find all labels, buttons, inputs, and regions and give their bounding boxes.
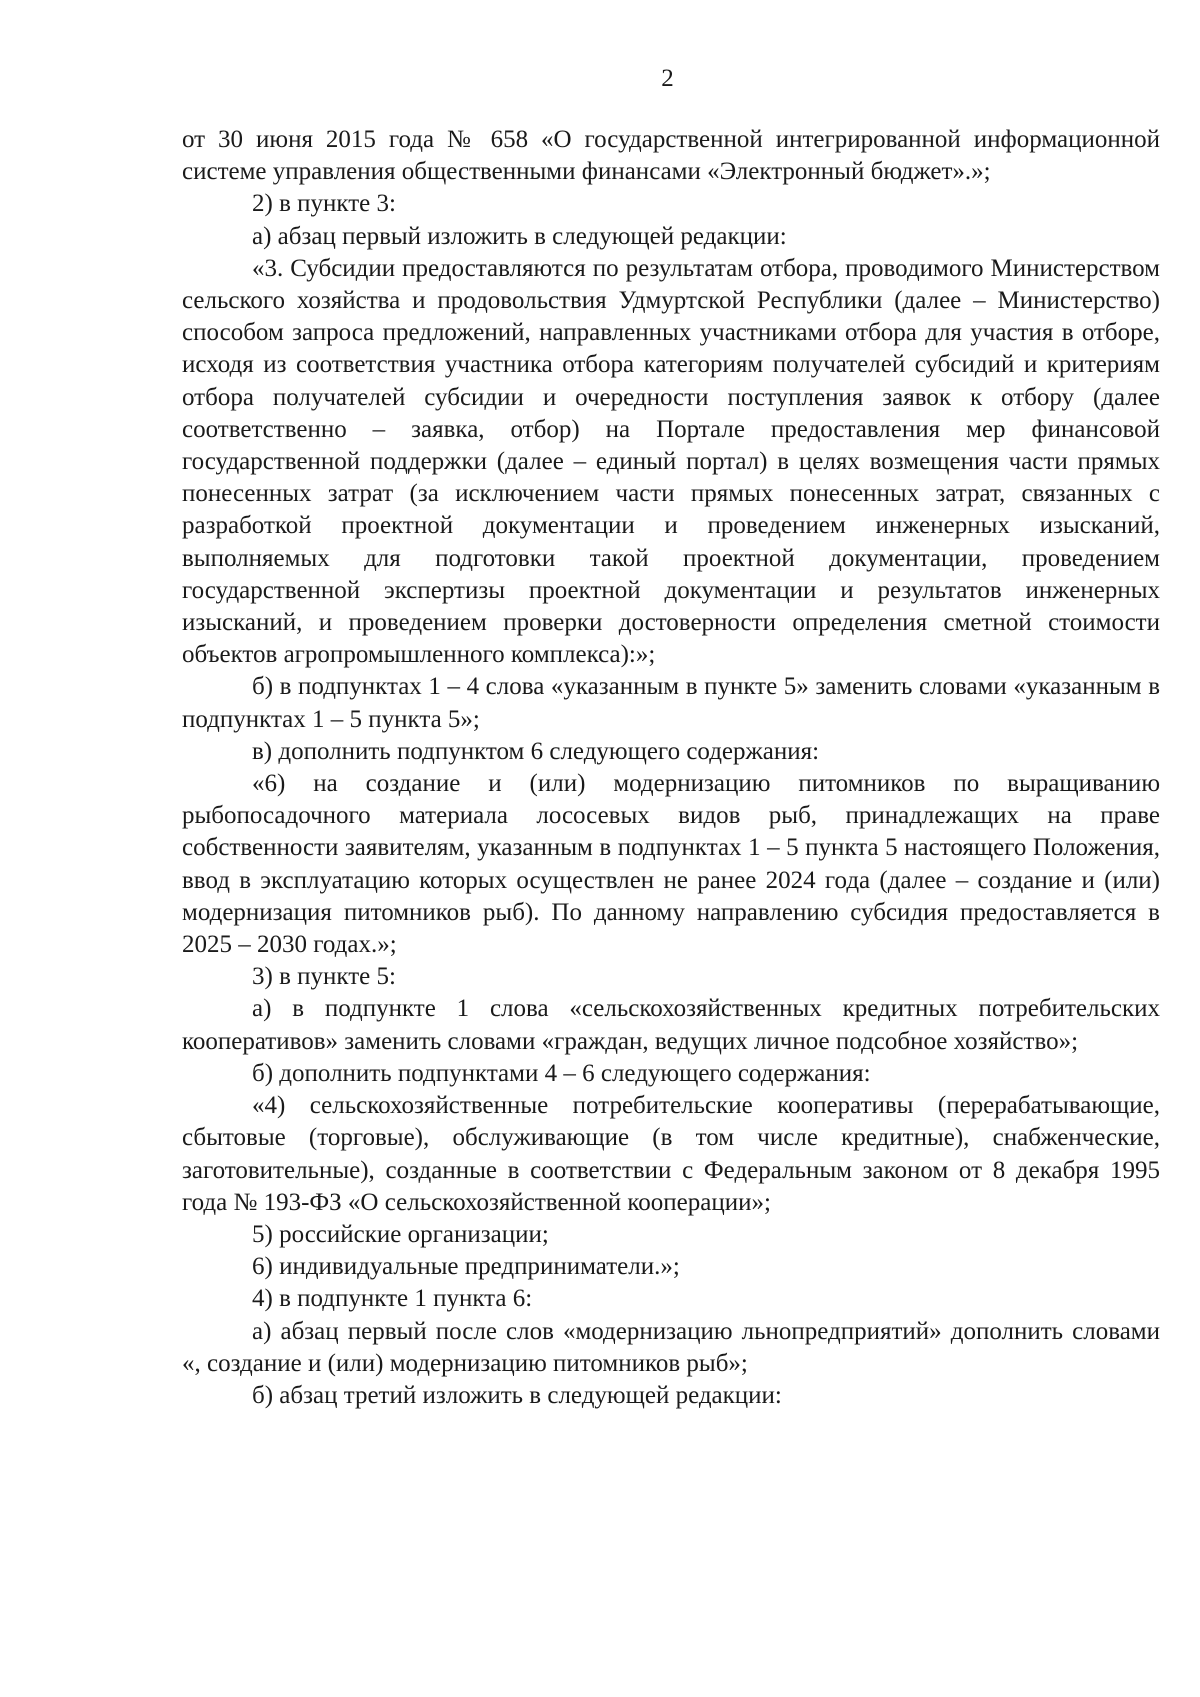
paragraph-item-2b: б) в подпунктах 1 – 4 слова «указанным в пункте 5» заменить словами «указанным в подпунктах 1 – 5 пункта 5»; xyxy=(182,673,1160,733)
paragraph-item-3a: а) в подпункте 1 слова «сельскохозяйственных кредитных потребительских кооперативов» заменить словами «граждан, ведущих личное подсобное хозяйство»; xyxy=(182,995,1160,1055)
paragraph-item-2v: в) дополнить подпунктом 6 следующего содержания: xyxy=(252,737,820,765)
page-number: 2 xyxy=(661,65,674,92)
paragraph-item-2a: а) абзац первый изложить в следующей редакции: xyxy=(252,222,787,250)
paragraph-item-4: 4) в подпункте 1 пункта 6: xyxy=(252,1285,533,1313)
paragraph-subclause-4: «4) сельскохозяйственные потребительские кооперативы (перерабатывающие, сбытовые (торговые), обслуживающие (в том числе кредитные), снабженческие, заготовительные), созданные в соответствии с Федеральным законом от 8 декабря 1995 года № 193-ФЗ «О сельскохозяйственной кооперации»; xyxy=(182,1092,1160,1216)
paragraph-subclause-5: 5) российские организации; xyxy=(252,1220,549,1248)
paragraph-resolution-reference: от 30 июня 2015 года № 658 «О государственной интегрированной информационной системе управления общественными финансами «Электронный бюджет».»; xyxy=(182,126,1160,186)
paragraph-item-4b: б) абзац третий изложить в следующей редакции: xyxy=(252,1381,782,1409)
paragraph-clause-3: «3. Субсидии предоставляются по результатам отбора, проводимого Министерством сельского хозяйства и продовольствия Удмуртской Республики (далее – Министерство) способом запроса предложений, направленных участниками отбора для участия в отборе, исходя из соответствия участника отбора категориям получателей субсидий и критериям отбора получателей субсидии и очередности поступления заявок к отбору (далее соответственно – заявка, отбор) на Портале предоставления мер финансовой государственной поддержки (далее – единый портал) в целях возмещения части прямых понесенных затрат (за исключением части прямых понесенных затрат, связанных с разработкой проектной документации и проведением инженерных изысканий, выполняемых для подготовки такой проектной документации, проведением государственной экспертизы проектной документации и результатов инженерных изысканий, и проведением проверки достоверности определения сметной стоимости объектов агропромышленного комплекса):»; xyxy=(182,254,1160,669)
paragraph-item-2: 2) в пункте 3: xyxy=(252,190,396,218)
paragraph-item-4a: а) абзац первый после слов «модернизацию льнопредприятий» дополнить словами «, создание и (или) модернизацию питомников рыб»; xyxy=(182,1317,1160,1377)
paragraph-item-3: 3) в пункте 5: xyxy=(252,963,396,991)
paragraph-subclause-6: «6) на создание и (или) модернизацию питомников по выращиванию рыбопосадочного материала лососевых видов рыб, принадлежащих на праве собственности заявителям, указанным в подпунктах 1 – 5 пункта 5 настоящего Положения, ввод в эксплуатацию которых осуществлен не ранее 2024 года (далее – создание и (или) модернизация питомников рыб). По данному направлению субсидия предоставляется в 2025 – 2030 годах.»; xyxy=(182,770,1160,959)
document-body xyxy=(182,124,1160,1412)
paragraph-subclause-6-entrepreneurs: 6) индивидуальные предприниматели.»; xyxy=(252,1253,680,1281)
paragraph-item-3b: б) дополнить подпунктами 4 – 6 следующего содержания: xyxy=(252,1059,871,1087)
